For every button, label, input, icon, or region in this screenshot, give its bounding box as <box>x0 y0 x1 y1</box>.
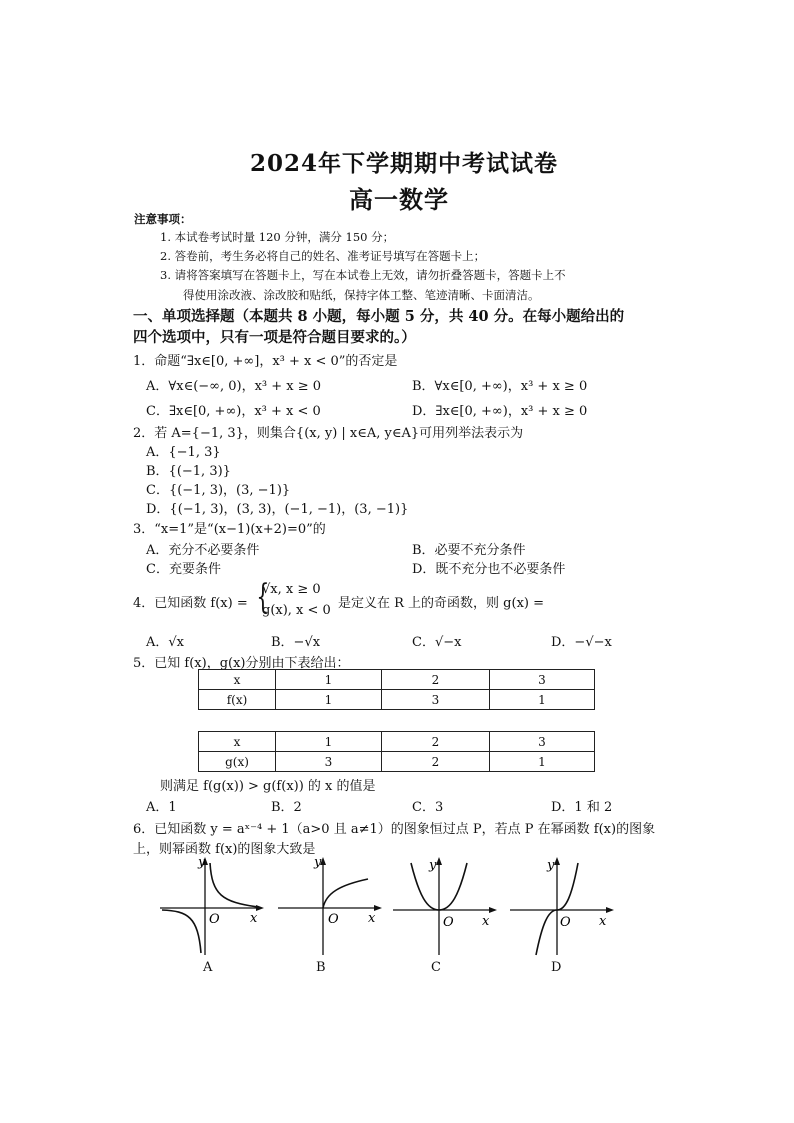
q3-option-a: A．充分不必要条件 <box>146 543 260 558</box>
table-g-header-row <box>199 732 595 752</box>
table-cell: 2 <box>382 670 490 690</box>
graph-a-caption: A <box>203 960 213 975</box>
question-4-prefix: 4．已知函数 f(x) = <box>133 596 248 611</box>
q2-option-b: B．{(−1, 3)} <box>146 464 231 479</box>
q3-option-c: C．充要条件 <box>146 562 221 577</box>
table-cell: 1 <box>490 690 595 710</box>
q1-option-d: D．∃x∈[0, +∞)，x³ + x ≥ 0 <box>412 404 588 419</box>
graph-a-origin-label: O <box>209 912 220 927</box>
graph-b-origin-label: O <box>328 912 339 927</box>
q2-option-a: A．{−1, 3} <box>146 445 221 460</box>
graph-a <box>160 855 265 960</box>
graph-c-origin-label: O <box>443 915 454 930</box>
table-cell: 3 <box>490 732 595 752</box>
table-cell: f(x) <box>199 690 276 710</box>
q1-option-b: B．∀x∈[0, +∞)，x³ + x ≥ 0 <box>412 379 588 394</box>
q2-option-d: D．{(−1, 3)，(3, 3)，(−1, −1)，(3, −1)} <box>146 502 409 517</box>
piecewise-case-1: √x, x ≥ 0 <box>262 582 321 597</box>
q1-option-a: A．∀x∈(−∞, 0)，x³ + x ≥ 0 <box>146 379 322 394</box>
table-cell: 1 <box>276 670 382 690</box>
graph-c <box>393 855 498 960</box>
table-cell: 1 <box>276 732 382 752</box>
question-1-stem: 1．命题“∃x∈[0, +∞]，x³ + x < 0”的否定是 <box>133 354 398 369</box>
table-cell: g(x) <box>199 752 276 772</box>
table-f <box>198 669 595 710</box>
question-3-stem: 3．“x=1”是“(x−1)(x+2)=0”的 <box>133 522 326 537</box>
note-item: 得使用涂改液、涂改胶和贴纸，保持字体工整、笔迹清晰、卡面清洁。 <box>183 288 540 302</box>
q4-option-d: D．−√−x <box>551 635 612 650</box>
table-cell: 1 <box>276 690 382 710</box>
question-6-line-1: 6．已知函数 y = aˣ⁻⁴ + 1（a>0 且 a≠1）的图象恒过点 P，若点 P 在幂函数 f(x)的图象 <box>133 822 656 837</box>
q4-option-c: C．√−x <box>412 635 462 650</box>
note-item: 1. 本试卷考试时量 120 分钟，满分 150 分； <box>160 230 395 244</box>
notes-heading: 注意事项： <box>134 212 192 226</box>
graph-d <box>510 855 615 960</box>
section-heading-cont: 四个选项中，只有一项是符合题目要求的。） <box>133 329 416 346</box>
q5-option-c: C．3 <box>412 800 444 815</box>
table-cell: 3 <box>276 752 382 772</box>
question-6-line-2: 上，则幂函数 f(x)的图象大致是 <box>133 842 316 857</box>
q5-option-b: B．2 <box>271 800 302 815</box>
graph-b-caption: B <box>316 960 326 975</box>
section-heading: 一、单项选择题（本题共 8 小题，每小题 5 分，共 40 分。在每小题给出的 <box>133 308 625 325</box>
graph-c-x-label: x <box>482 914 490 929</box>
table-cell: 3 <box>490 670 595 690</box>
q4-option-a: A．√x <box>146 635 185 650</box>
graph-d-origin-label: O <box>560 915 571 930</box>
q5-option-a: A．1 <box>146 800 177 815</box>
q3-option-d: D．既不充分也不必要条件 <box>412 562 566 577</box>
table-f-value-row <box>199 690 595 710</box>
question-5-stem: 5．已知 f(x)，g(x)分别由下表给出： <box>133 656 350 671</box>
exam-subtitle: 高一数学 <box>349 185 449 214</box>
table-g <box>198 731 595 772</box>
graph-c-y-label: y <box>429 858 437 873</box>
question-5-follow: 则满足 f(g(x)) > g(f(x)) 的 x 的值是 <box>160 779 376 794</box>
q1-option-c: C．∃x∈[0, +∞)，x³ + x < 0 <box>146 404 321 419</box>
note-item: 2. 答卷前，考生务必将自己的姓名、准考证号填写在答题卡上； <box>160 249 486 263</box>
graph-d-y-label: y <box>547 858 555 873</box>
table-cell: 3 <box>382 690 490 710</box>
graph-c-caption: C <box>431 960 441 975</box>
graph-d-caption: D <box>551 960 562 975</box>
table-cell: 1 <box>490 752 595 772</box>
graph-b-y-label: y <box>314 855 322 870</box>
question-2-stem: 2．若 A={−1, 3}，则集合{(x, y) | x∈A, y∈A}可用列举法表示为 <box>133 426 524 441</box>
q5-option-d: D．1 和 2 <box>551 800 613 815</box>
note-item: 3. 请将答案填写在答题卡上，写在本试卷上无效，请勿折叠答题卡，答题卡上不 <box>160 268 566 282</box>
table-cell: 2 <box>382 752 490 772</box>
question-4-suffix: 是定义在 R 上的奇函数，则 g(x) = <box>338 596 545 611</box>
piecewise-brace: { <box>256 577 270 617</box>
graph-b <box>278 855 383 960</box>
q3-option-b: B．必要不充分条件 <box>412 543 526 558</box>
graph-a-y-label: y <box>198 855 206 870</box>
table-f-header-row <box>199 670 595 690</box>
piecewise-case-2: g(x), x < 0 <box>262 603 331 618</box>
q2-option-c: C．{(−1, 3)，(3, −1)} <box>146 483 291 498</box>
q4-option-b: B．−√x <box>271 635 321 650</box>
table-cell: x <box>199 670 276 690</box>
table-g-value-row <box>199 752 595 772</box>
table-cell: 2 <box>382 732 490 752</box>
graph-b-x-label: x <box>368 911 376 926</box>
table-cell: x <box>199 732 276 752</box>
exam-title: 2024年下学期期中考试试卷 <box>250 150 559 177</box>
graph-a-x-label: x <box>250 911 258 926</box>
graph-d-x-label: x <box>599 914 607 929</box>
